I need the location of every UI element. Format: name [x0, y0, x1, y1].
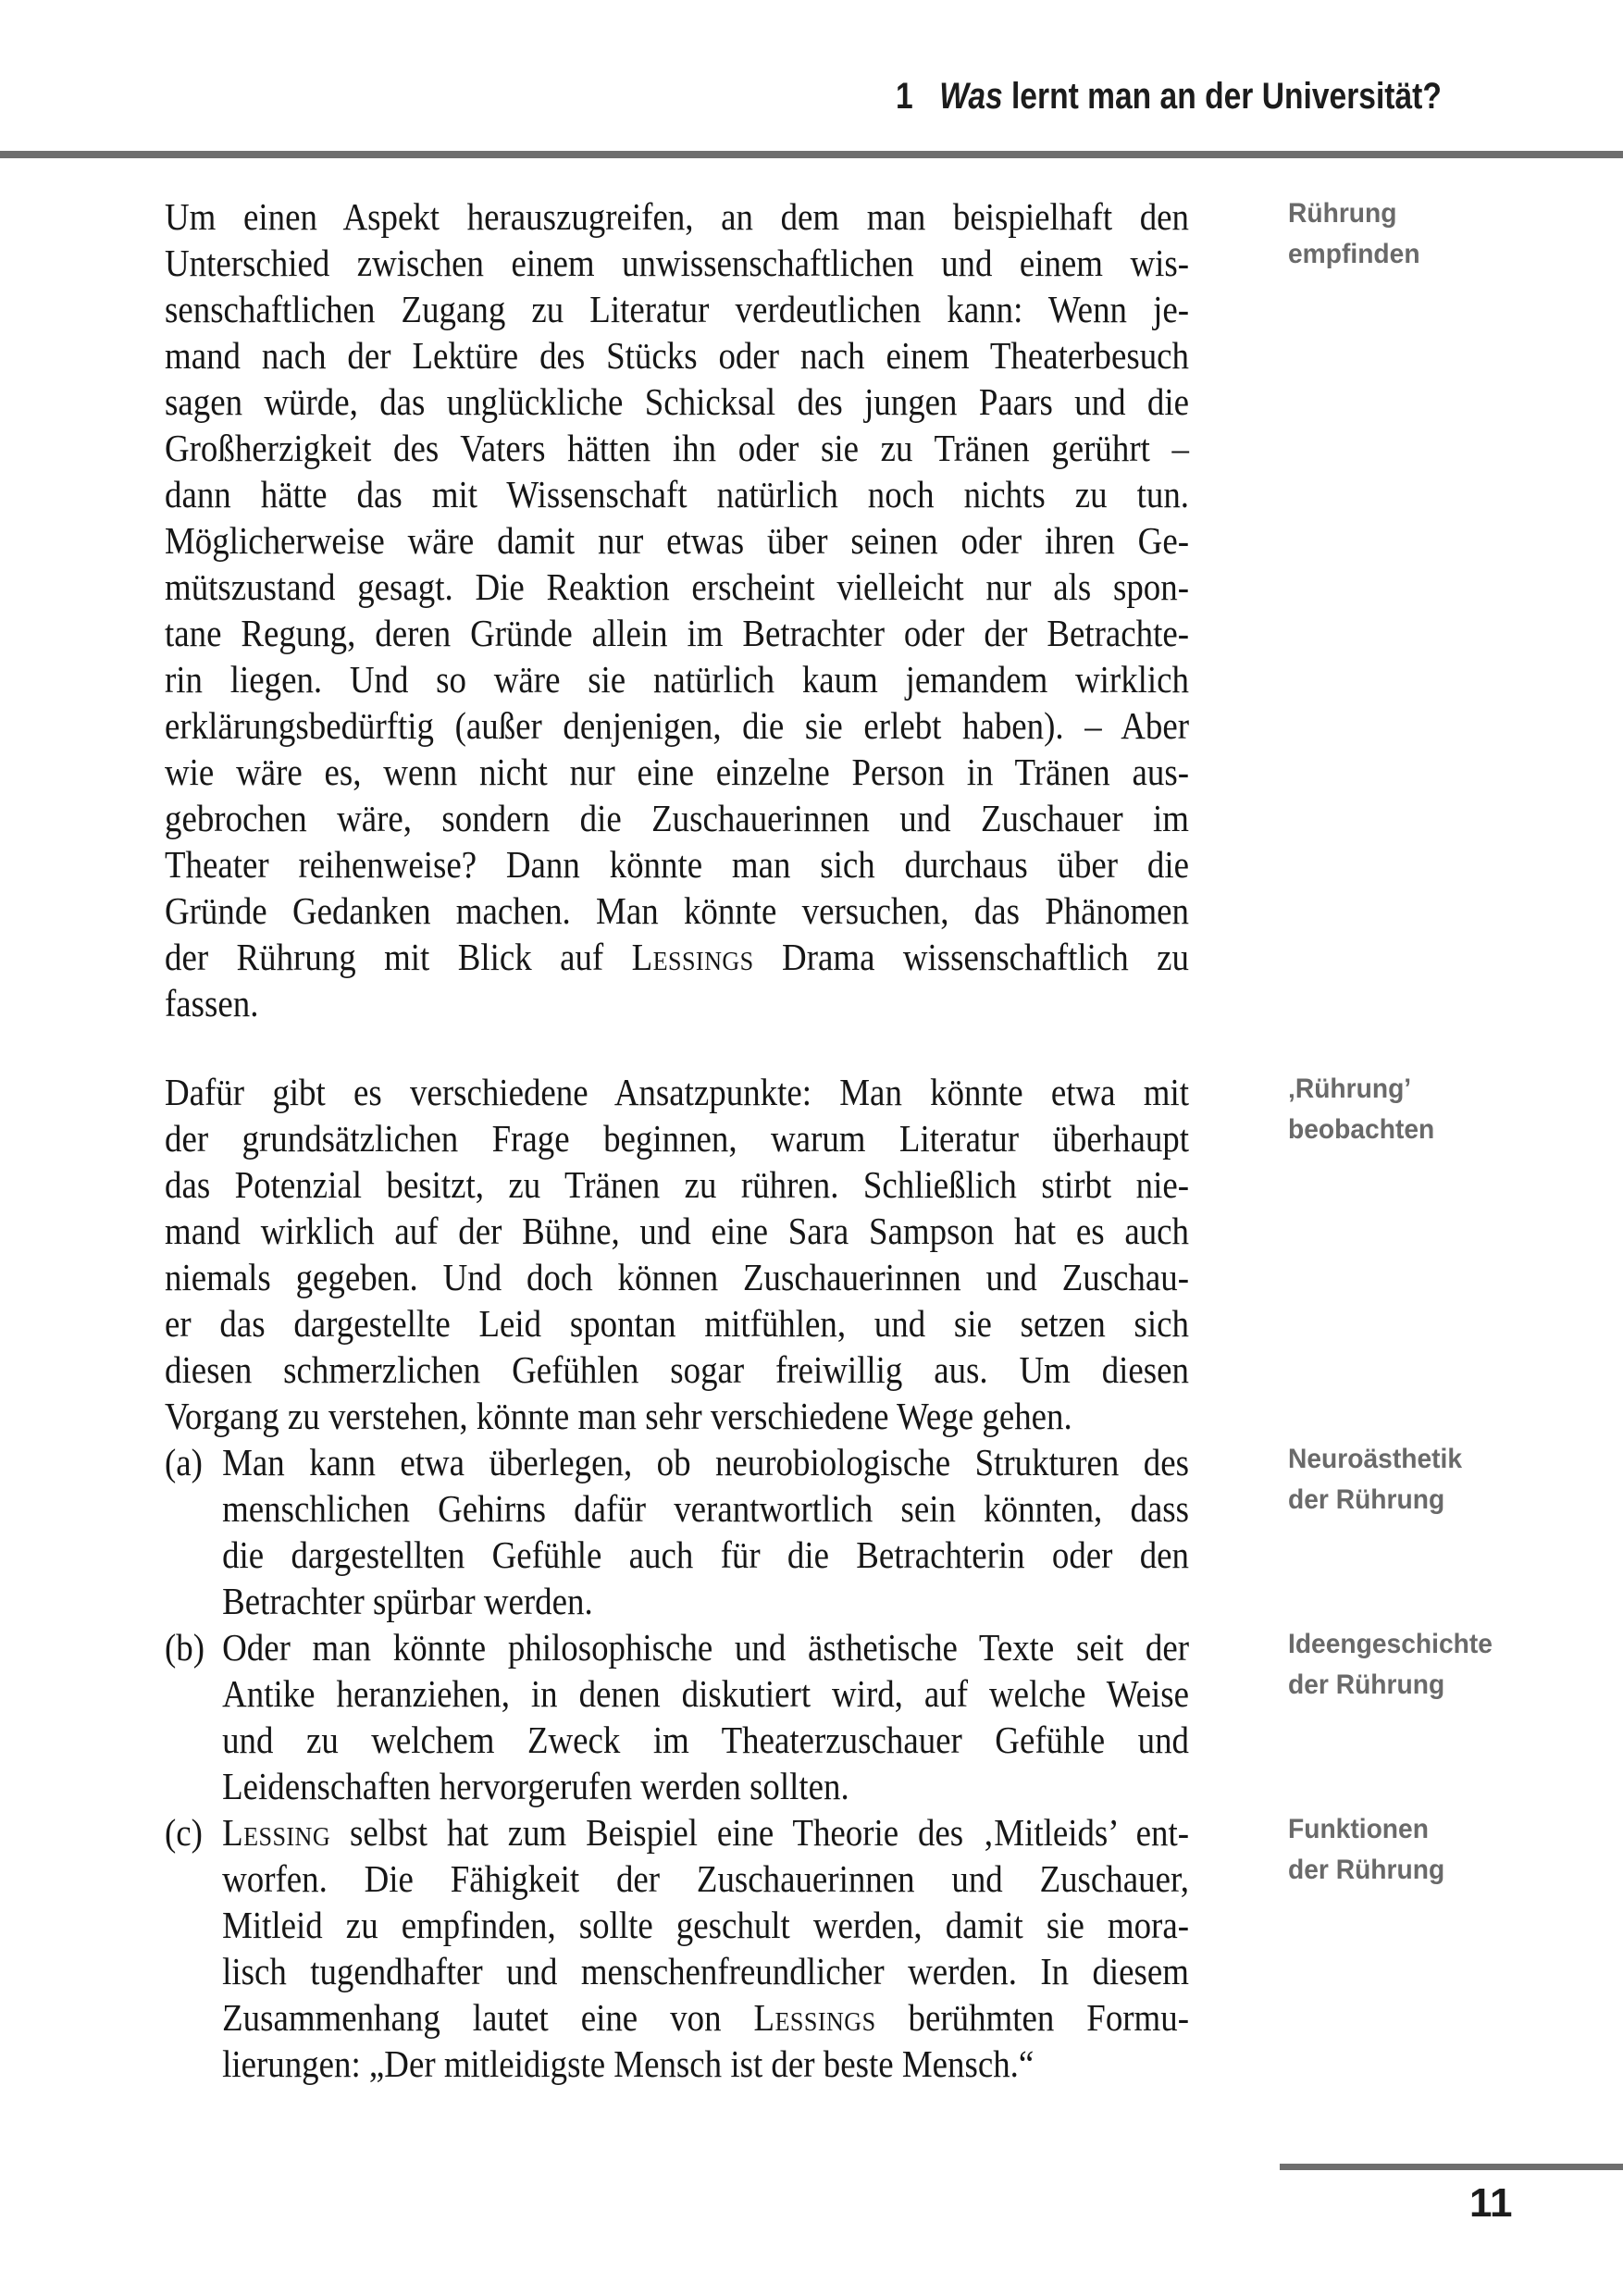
footer-rule: [1280, 2164, 1623, 2170]
list-item-a-text: [222, 1439, 1189, 1624]
text-line: lisch tugendhafter und menschenfreundlicher werden. In diesem: [222, 1950, 1190, 1992]
chapter-title-rest: lernt man an der Universität?: [1010, 76, 1442, 117]
chapter-number: 1: [896, 76, 913, 117]
text-line: mand wirklich auf der Bühne, und eine Sara Sampson hat es auch: [165, 1210, 1189, 1252]
text-line: Großherzigkeit des Vaters hätten ihn oder sie zu Tränen gerührt –: [165, 427, 1189, 469]
text-line: der Rührung mit Blick auf Lessings Drama wissenschaftlich zu: [165, 936, 1189, 978]
text-line: das Potenzial besitzt, zu Tränen zu rühren. Schließlich stirbt nie-: [165, 1163, 1189, 1206]
list-item-b-label: (b): [165, 1626, 205, 1669]
text-line: Zusammenhang lautet eine von Lessings berühmten Formu-: [222, 1996, 1189, 2039]
text-line: Lessing selbst hat zum Beispiel eine Theorie des ‚Mitleids’ ent-: [222, 1811, 1189, 1854]
text-line: Unterschied zwischen einem unwissenschaftlichen und einem wis-: [165, 242, 1189, 284]
list-item-a: [165, 1439, 1189, 1624]
text-line: ‚Rührung’: [1288, 1074, 1412, 1104]
lettered-list: [165, 1439, 1189, 2087]
text-line: wie wäre es, wenn nicht nur eine einzelne Person in Tränen aus-: [165, 751, 1189, 793]
text-line: der Rührung: [1288, 1484, 1445, 1515]
margin-note-ideengeschichte: [1288, 1624, 1549, 1706]
text-line: Um einen Aspekt herauszugreifen, an dem man beispielhaft den: [165, 195, 1189, 238]
margin-note-neuroaesthetik: [1288, 1439, 1549, 1520]
text-line: der Rührung: [1288, 1855, 1445, 1885]
text-line: tane Regung, deren Gründe allein im Betrachter oder der Betrachte-: [165, 612, 1189, 654]
margin-note-ruehrung-beobachten: [1288, 1069, 1549, 1150]
text-line: Gründe Gedanken machen. Man könnte versuchen, das Phänomen: [165, 889, 1189, 932]
paragraph-2: [165, 1069, 1189, 1439]
text-line: Vorgang zu verstehen, könnte man sehr verschiedene Wege gehen.: [165, 1395, 1072, 1437]
text-line: Antike heranziehen, in denen diskutiert wird, auf welche Weise: [222, 1672, 1190, 1715]
small-caps-name: Lessings: [631, 936, 754, 978]
text-line: niemals gegeben. Und doch können Zuschauerinnen und Zuschau-: [165, 1256, 1189, 1298]
text-line: beobachten: [1288, 1114, 1435, 1145]
margin-note-ruehrung-empfinden: [1288, 193, 1549, 275]
text-line: die dargestellten Gefühle auch für die Betrachterin oder den: [222, 1533, 1190, 1576]
chapter-header: [896, 74, 1442, 118]
text-line: mütszustand gesagt. Die Reaktion erscheint vielleicht nur als spon-: [165, 565, 1189, 608]
text-line: Ideengeschichte: [1288, 1629, 1493, 1659]
text-line: empfinden: [1288, 239, 1420, 269]
small-caps-name: Lessings: [753, 1996, 876, 2039]
text-line: erklärungsbedürftig (außer denjenigen, die sie erlebt haben). – Aber: [165, 704, 1189, 747]
text-line: Leidenschaften hervorgerufen werden sollten.: [222, 1765, 849, 1807]
text-line: Betrachter spürbar werden.: [222, 1580, 593, 1622]
text-line: Neuroästhetik: [1288, 1444, 1463, 1474]
text-line: der grundsätzlichen Frage beginnen, warum Literatur überhaupt: [165, 1117, 1189, 1160]
text-line: Rührung: [1288, 198, 1397, 229]
text-line: Theater reihenweise? Dann könnte man sich durchaus über die: [165, 843, 1189, 886]
text-line: dann hätte das mit Wissenschaft natürlich noch nichts zu tun.: [165, 473, 1189, 515]
page-number: 11: [1469, 2180, 1513, 2226]
text-line: er das dargestellte Leid spontan mitfühlen, und sie setzen sich: [165, 1302, 1189, 1345]
text-line: lierungen: „Der mitleidigste Mensch ist der beste Mensch.“: [222, 2042, 1035, 2085]
text-line: gebrochen wäre, sondern die Zuschauerinnen und Zuschauer im: [165, 797, 1189, 839]
list-item-c-text: [222, 1809, 1189, 2087]
text-line: diesen schmerzlichen Gefühlen sogar freiwillig aus. Um diesen: [165, 1348, 1189, 1391]
text-line: rin liegen. Und so wäre sie natürlich kaum jemandem wirklich: [165, 658, 1189, 701]
list-item-c-label: (c): [165, 1811, 203, 1854]
text-line: Dafür gibt es verschiedene Ansatzpunkte: Man könnte etwa mit: [165, 1071, 1189, 1113]
text-line: der Rührung: [1288, 1669, 1445, 1700]
text-line: menschlichen Gehirns dafür verantwortlich sein könnten, dass: [222, 1487, 1190, 1530]
list-item-b-text: [222, 1624, 1189, 1809]
text-line: fassen.: [165, 982, 259, 1024]
paragraph-1: [165, 193, 1189, 1026]
text-line: Oder man könnte philosophische und ästhetische Texte seit der: [222, 1626, 1190, 1669]
list-item-b: [165, 1624, 1189, 1809]
text-line: Möglicherweise wäre damit nur etwas über seinen oder ihren Ge-: [165, 519, 1189, 562]
text-line: worfen. Die Fähigkeit der Zuschauerinnen und Zuschauer,: [222, 1857, 1190, 1900]
text-line: und zu welchem Zweck im Theaterzuschauer Gefühle und: [222, 1719, 1190, 1761]
header-rule: [0, 151, 1623, 158]
text-line: Mitleid zu empfinden, sollte geschult werden, damit sie mora-: [222, 1904, 1190, 1946]
chapter-title-emphasis: Was: [939, 76, 1003, 117]
list-item-a-label: (a): [165, 1441, 203, 1483]
text-line: sagen würde, das unglückliche Schicksal des jungen Paars und die: [165, 380, 1189, 423]
main-text-column: [165, 193, 1189, 2087]
margin-note-funktionen: [1288, 1809, 1549, 1891]
small-caps-name: Lessing: [222, 1811, 331, 1854]
text-line: mand nach der Lektüre des Stücks oder nach einem Theaterbesuch: [165, 334, 1189, 377]
text-line: Funktionen: [1288, 1814, 1429, 1844]
list-item-c: [165, 1809, 1189, 2087]
text-line: Man kann etwa überlegen, ob neurobiologische Strukturen des: [222, 1441, 1190, 1483]
text-line: senschaftlichen Zugang zu Literatur verdeutlichen kann: Wenn je-: [165, 288, 1189, 330]
chapter-title: [939, 76, 1442, 117]
